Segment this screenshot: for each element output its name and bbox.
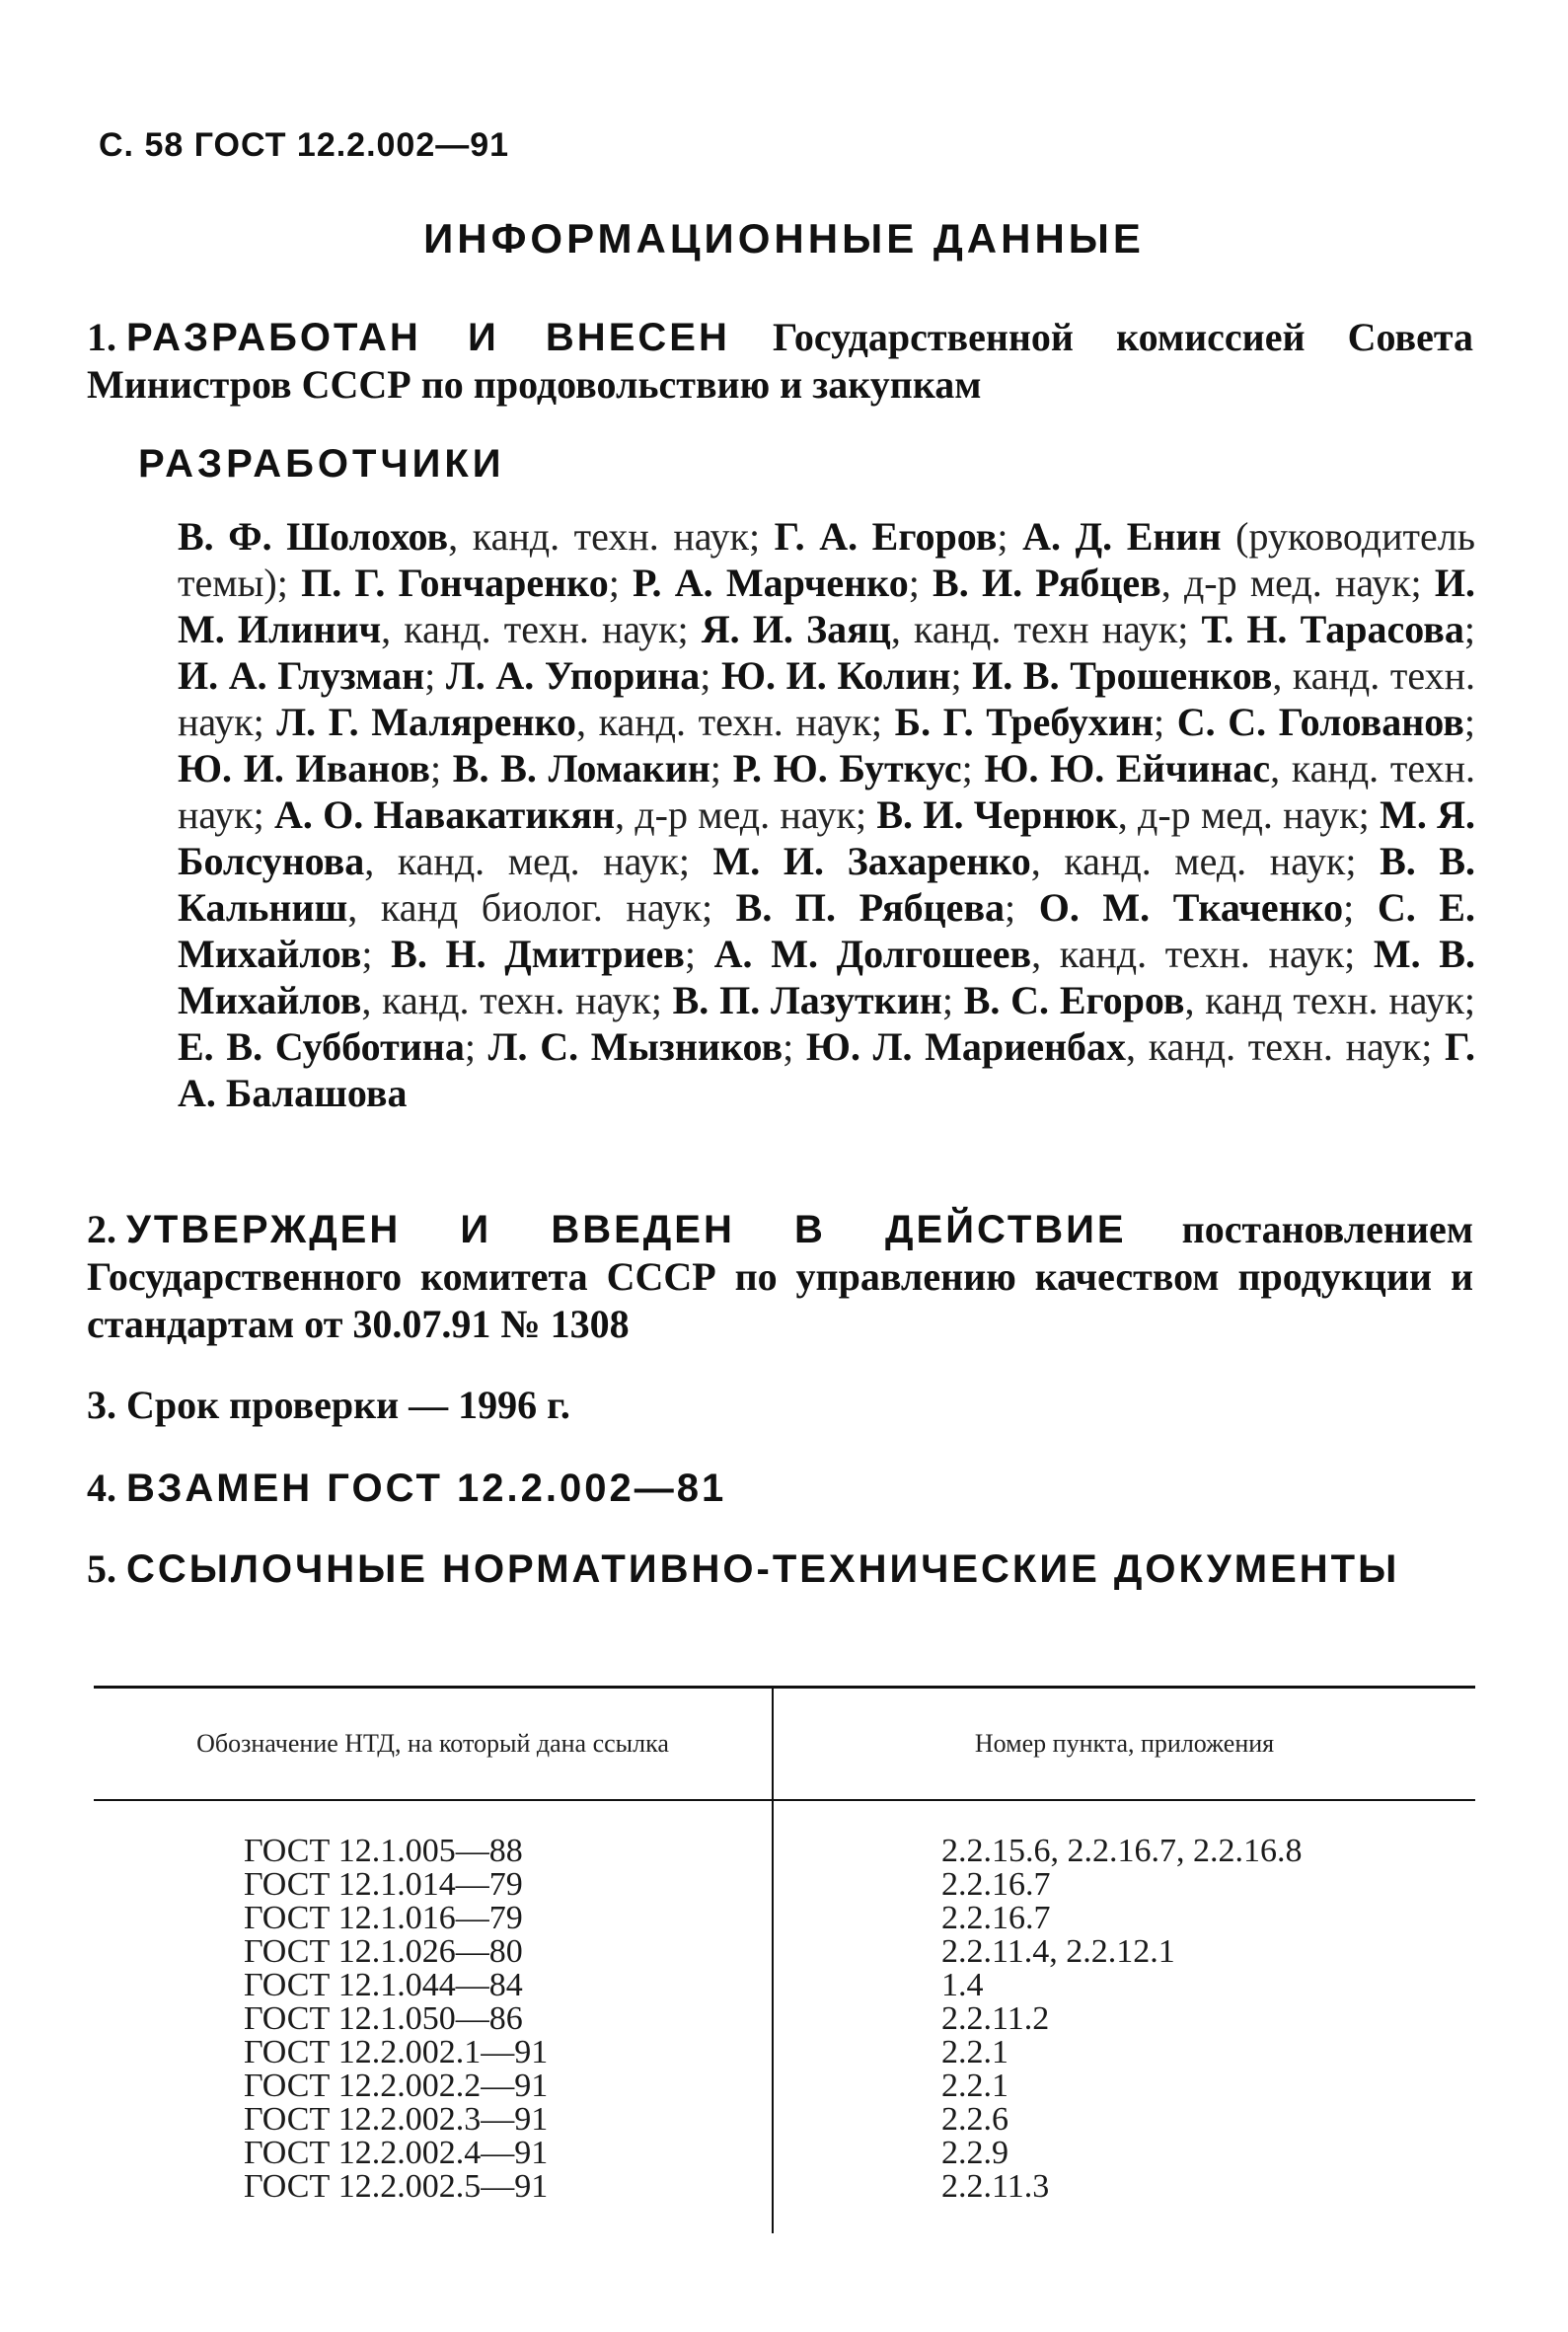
table-header-row (94, 1688, 1475, 1801)
developer-name: Т. Н. Тарасова (1201, 607, 1464, 651)
item-2-heading: УТВЕРЖДЕН И ВВЕДЕН В ДЕЙСТВИЕ (126, 1208, 1127, 1251)
item-1 (87, 314, 1473, 409)
developer-name: Р. А. Марченко (633, 561, 909, 605)
developer-name: В. В. Ломакин (452, 746, 710, 790)
table-row (94, 1902, 1475, 1935)
developer-title: ; (361, 932, 392, 976)
developer-title: , канд. техн. наук; (361, 978, 673, 1022)
developer-name: В. П. Рябцева (735, 885, 1006, 930)
references-table (94, 1686, 1475, 2233)
item-5 (87, 1545, 1473, 1593)
table-row (94, 2002, 1475, 2036)
developer-name: Л. С. Мызников (487, 1024, 784, 1069)
table-row (94, 2103, 1475, 2137)
clause-cell: 2.2.11.2 (941, 2000, 1050, 2037)
developer-title: ; (424, 653, 446, 698)
clause-cell: 2.2.16.7 (941, 1900, 1051, 1936)
item-3-text: Срок проверки — 1996 г. (126, 1383, 570, 1427)
developer-title: , канд. техн. наук; (178, 746, 1475, 837)
clause-cell: 2.2.11.3 (941, 2168, 1050, 2205)
document-cell: ГОСТ 12.1.044—84 (94, 1969, 773, 2002)
developer-name: С. С. Голованов (1176, 700, 1464, 744)
clause-cell: 2.2.16.7 (941, 1866, 1051, 1903)
clause-cell: 2.2.1 (941, 2068, 1008, 2104)
developer-name: М. И. Захаренко (712, 839, 1031, 883)
developer-name: О. М. Ткаченко (1038, 885, 1344, 930)
developer-name: Л. Г. Маляренко (276, 700, 577, 744)
developer-title: , канд. техн. наук; (448, 514, 775, 559)
developer-name: И. В. Трошенков (972, 653, 1273, 698)
column-header-document: Обозначение НТД, на который дана ссылка (94, 1688, 773, 1801)
developer-title: , канд биолог. наук; (347, 885, 736, 930)
developer-name: М. В. Михайлов (178, 932, 1475, 1022)
table-row (94, 2137, 1475, 2170)
developer-name: Ю. И. Иванов (178, 746, 430, 790)
document-cell: ГОСТ 12.1.050—86 (94, 2002, 773, 2036)
developer-title: , д-р мед. наук; (615, 792, 877, 837)
developer-title: ; (684, 932, 714, 976)
developer-title: ; (783, 1024, 806, 1069)
developer-name: Я. И. Заяц (701, 607, 891, 651)
table-row (94, 1969, 1475, 2002)
clause-cell: 2.2.1 (941, 2034, 1008, 2070)
item-1-text: Государственной комиссией Совета Министров СССР по продовольствию и закупкам (87, 315, 1474, 407)
table-row (94, 2069, 1475, 2103)
developer-name: Е. В. Субботина (178, 1024, 465, 1069)
developer-title: , канд. техн. наук; (1126, 1024, 1446, 1069)
clause-cell: 2.2.6 (941, 2101, 1008, 2138)
developer-name: Л. А. Упорина (445, 653, 701, 698)
developer-title: ; (709, 746, 733, 790)
clause-cell: 1.4 (941, 1967, 984, 2003)
item-5-number: 5. (87, 1546, 116, 1591)
item-3 (87, 1382, 1473, 1429)
developer-name: И. А. Глузман (178, 653, 425, 698)
developer-title: , канд. техн. наук; (381, 607, 702, 651)
developer-title: ; (429, 746, 453, 790)
clause-cell: 2.2.11.4, 2.2.12.1 (941, 1933, 1175, 1970)
developer-name: В. И. Чернюк (876, 792, 1118, 837)
document-cell: ГОСТ 12.2.002.3—91 (94, 2103, 773, 2137)
item-1-number: 1. (87, 315, 116, 359)
developer-name: В. В. Кальниш (178, 839, 1476, 930)
developer-name: Г. А. Балашова (178, 1024, 1475, 1115)
developer-title: ; (464, 1024, 488, 1069)
developer-title: , канд. техн. наук; (178, 653, 1476, 744)
developer-title: ; (700, 653, 722, 698)
developer-title: ; (1463, 607, 1475, 651)
document-cell: ГОСТ 12.2.002.1—91 (94, 2036, 773, 2069)
page-title: ИНФОРМАЦИОННЫЕ ДАННЫЕ (423, 215, 1145, 262)
developer-title: ; (997, 514, 1023, 559)
developer-name: Р. Ю. Буткус (732, 746, 962, 790)
document-cell: ГОСТ 12.1.005—88 (94, 1800, 773, 1868)
developer-name: С. Е. Михайлов (178, 885, 1475, 976)
column-header-clause: Номер пункта, приложения (773, 1688, 1475, 1801)
developer-name: Б. Г. Требухин (894, 700, 1154, 744)
developers-list (178, 513, 1475, 1116)
table-row (94, 1868, 1475, 1902)
item-2-text: постановлением Государственного комитета СССР по управлению качеством продукции и стандартам от 30.07.91 № 1308 (87, 1207, 1474, 1346)
item-2-number: 2. (87, 1207, 116, 1251)
developer-name: А. О. Навакатикян (273, 792, 616, 837)
document-cell: ГОСТ 12.2.002.4—91 (94, 2137, 773, 2170)
developers-heading: РАЗРАБОТЧИКИ (138, 442, 505, 486)
document-cell: ГОСТ 12.1.014—79 (94, 1868, 773, 1902)
developer-name: В. С. Егоров (963, 978, 1185, 1022)
item-2 (87, 1206, 1473, 1348)
document-cell: ГОСТ 12.1.026—80 (94, 1935, 773, 1969)
developer-name: А. Д. Енин (1022, 514, 1222, 559)
developer-title: , д-р мед. наук; (1160, 561, 1435, 605)
developer-name: Г. А. Егоров (774, 514, 998, 559)
document-cell: ГОСТ 12.2.002.5—91 (94, 2170, 773, 2233)
item-5-heading: ССЫЛОЧНЫЕ НОРМАТИВНО-ТЕХНИЧЕСКИЕ ДОКУМЕНТЫ (126, 1547, 1400, 1591)
document-cell: ГОСТ 12.2.002.2—91 (94, 2069, 773, 2103)
developer-name: И. М. Илинич (178, 561, 1475, 651)
clause-cell: 2.2.9 (941, 2135, 1008, 2171)
developer-title: ; (941, 978, 964, 1022)
developer-name: Ю. Л. Мариенбах (805, 1024, 1127, 1069)
developer-title: ; (950, 653, 973, 698)
developer-title: ; (1154, 700, 1177, 744)
developer-title: , канд. техн. наук; (1031, 932, 1374, 976)
developer-title: ; (608, 561, 634, 605)
item-1-heading: РАЗРАБОТАН И ВНЕСЕН (126, 316, 730, 359)
developer-title: (руководитель темы); (178, 514, 1475, 605)
developer-name: М. Я. Болсунова (178, 792, 1475, 883)
developer-title: , канд. мед. наук; (364, 839, 713, 883)
developer-title: , канд. техн наук; (890, 607, 1202, 651)
item-3-number: 3. (87, 1383, 116, 1427)
table-row (94, 1800, 1475, 1868)
developer-title: ; (908, 561, 933, 605)
developer-title: , канд. мед. наук; (1030, 839, 1381, 883)
table-row (94, 1935, 1475, 1969)
developer-name: В. Ф. Шолохов (178, 514, 449, 559)
developer-title: , канд. техн. наук; (576, 700, 895, 744)
developer-name: А. М. Долгошеев (713, 932, 1032, 976)
table-row (94, 2036, 1475, 2069)
item-4 (87, 1465, 1473, 1512)
document-cell: ГОСТ 12.1.016—79 (94, 1902, 773, 1935)
developer-name: В. П. Лазуткин (672, 978, 942, 1022)
item-4-heading: ВЗАМЕН ГОСТ 12.2.002—81 (126, 1467, 727, 1510)
page-header: С. 58 ГОСТ 12.2.002—91 (99, 126, 510, 164)
developer-title: ; (1343, 885, 1378, 930)
developer-title: ; (1005, 885, 1039, 930)
developer-name: В. И. Рябцев (933, 561, 1161, 605)
developer-title: ; (1463, 700, 1475, 744)
developer-name: Ю. И. Колин (721, 653, 951, 698)
developer-name: П. Г. Гончаренко (301, 561, 609, 605)
developer-title: , канд техн. наук; (1184, 978, 1475, 1022)
developer-title: , д-р мед. наук; (1117, 792, 1381, 837)
developer-name: Ю. Ю. Ейчинас (984, 746, 1271, 790)
developer-title: ; (961, 746, 985, 790)
item-4-number: 4. (87, 1466, 116, 1510)
clause-cell: 2.2.15.6, 2.2.16.7, 2.2.16.8 (941, 1833, 1303, 1869)
developer-name: В. Н. Дмитриев (391, 932, 685, 976)
table-row (94, 2170, 1475, 2233)
